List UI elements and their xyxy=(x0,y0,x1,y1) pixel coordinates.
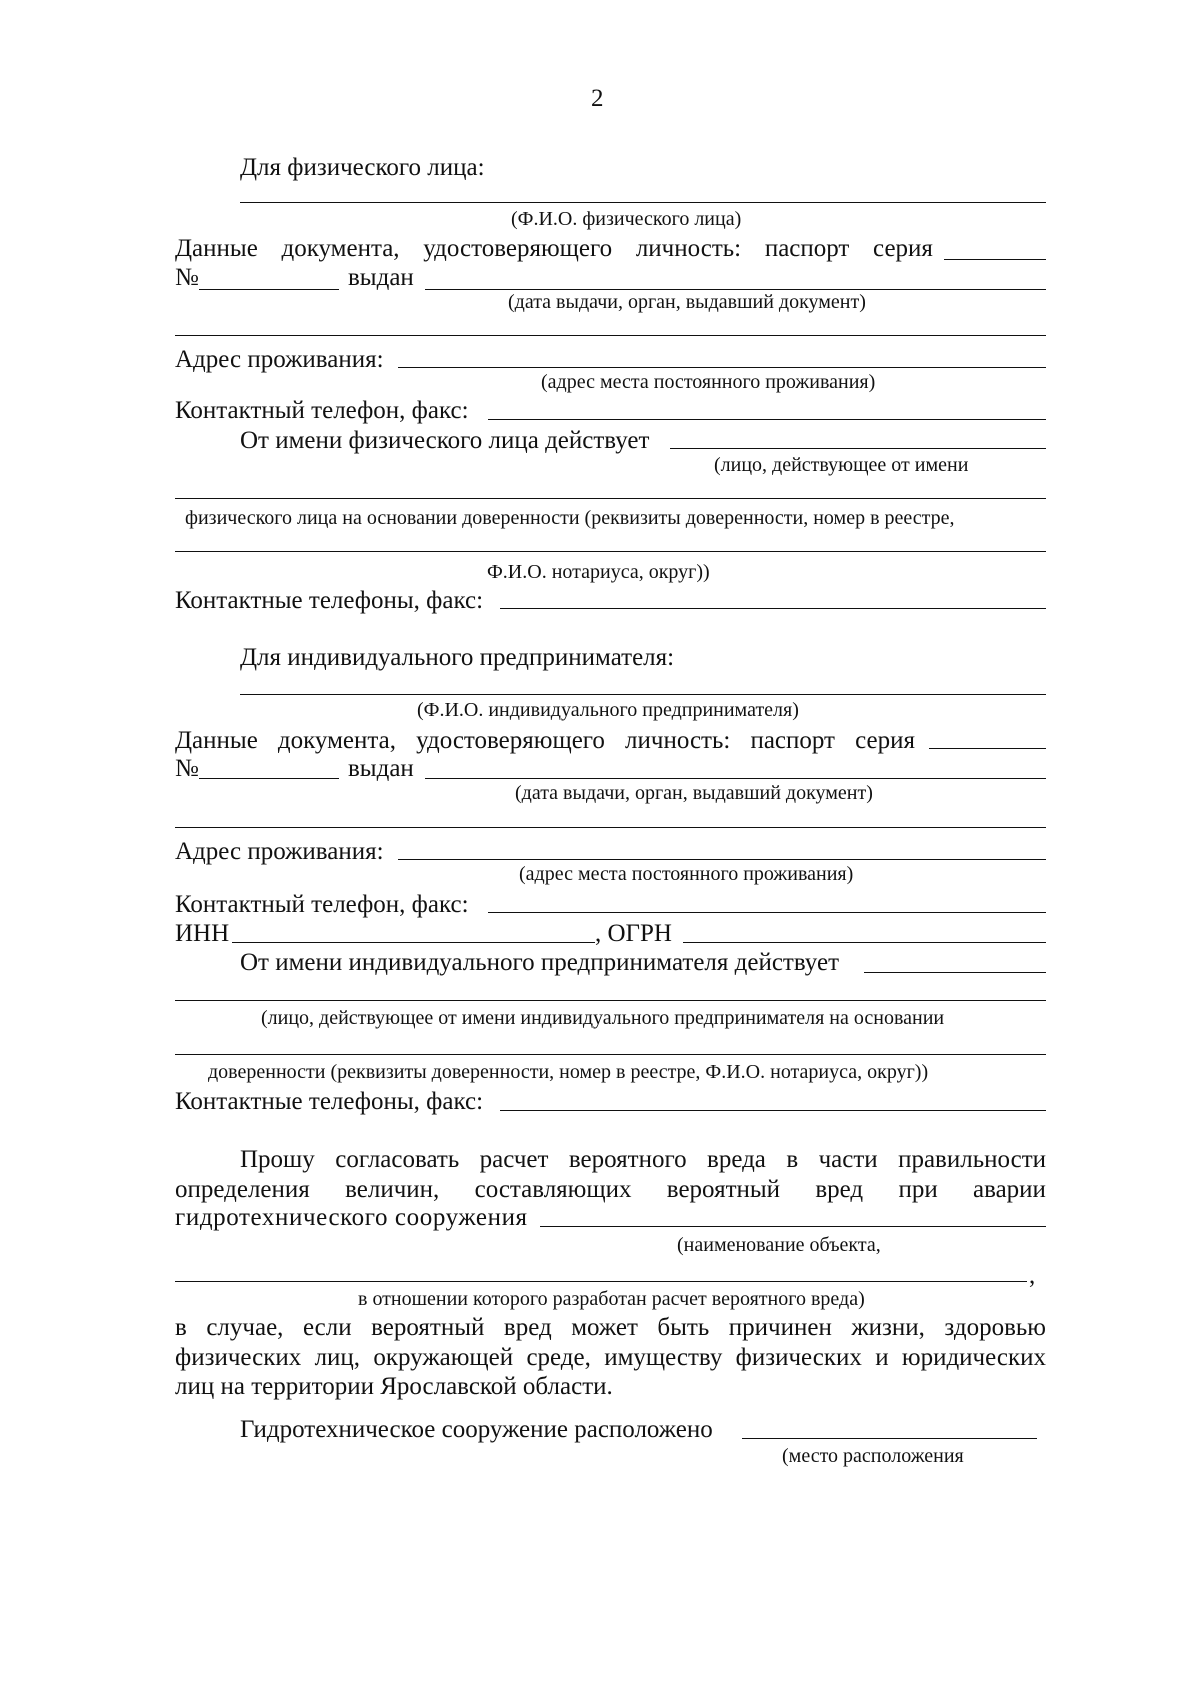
case-word: может xyxy=(571,1314,638,1341)
doc-word: Данные xyxy=(175,235,258,262)
individual-issue-caption: (дата выдачи, орган, выдавший документ) xyxy=(508,291,866,313)
entrepreneur-series-line[interactable] xyxy=(929,748,1046,749)
entrepreneur-address-label: Адрес проживания: xyxy=(175,838,384,865)
doc-word: личность: xyxy=(625,727,731,754)
entrepreneur-phones-label: Контактные телефоны, факс: xyxy=(175,1088,484,1115)
entrepreneur-number-sign: № xyxy=(175,755,199,782)
entrepreneur-issued-by: выдан xyxy=(348,755,414,782)
individual-rep-line-2[interactable] xyxy=(175,498,1046,499)
entrepreneur-address-line[interactable] xyxy=(398,859,1046,860)
individual-rep-caption-1: (лицо, действующее от имени xyxy=(714,454,969,476)
doc-word: серия xyxy=(873,235,933,262)
object-caption-1: (наименование объекта, xyxy=(677,1234,881,1256)
entrepreneur-address-caption: (адрес места постоянного проживания) xyxy=(519,863,854,885)
individual-phone-line[interactable] xyxy=(488,419,1046,420)
page-number: 2 xyxy=(591,85,604,112)
individual-fio-line[interactable] xyxy=(240,202,1046,203)
individual-rep-label: От имени физического лица действует xyxy=(240,427,650,454)
entrepreneur-rep-line-2[interactable] xyxy=(175,1000,1046,1001)
individual-issued-line-2[interactable] xyxy=(175,335,1046,336)
case-line-1 xyxy=(175,1314,1046,1342)
entrepreneur-inn-line[interactable] xyxy=(232,942,595,943)
object-name-line[interactable] xyxy=(540,1226,1046,1227)
doc-word: удостоверяющего xyxy=(423,235,613,262)
case-word: физических xyxy=(175,1344,302,1371)
entrepreneur-ogrn-line[interactable] xyxy=(683,942,1046,943)
individual-rep-line[interactable] xyxy=(670,448,1046,449)
entrepreneur-issue-caption: (дата выдачи, орган, выдавший документ) xyxy=(515,782,873,804)
case-line-3: лиц на территории Ярославской области. xyxy=(175,1373,613,1400)
request-word: расчет xyxy=(479,1146,549,1173)
individual-phone-label: Контактный телефон, факс: xyxy=(175,397,469,424)
entrepreneur-inn-label: ИНН xyxy=(175,920,230,947)
individual-issued-line[interactable] xyxy=(425,289,1046,290)
request-word: вред xyxy=(815,1176,864,1203)
doc-word: документа, xyxy=(281,235,400,262)
individual-phones-label: Контактные телефоны, факс: xyxy=(175,587,484,614)
case-line-2 xyxy=(175,1344,1046,1372)
individual-rep-caption-3: Ф.И.О. нотариуса, округ)) xyxy=(487,561,710,583)
object-comma: , xyxy=(1029,1262,1036,1289)
location-line[interactable] xyxy=(742,1438,1037,1439)
entrepreneur-issued-line[interactable] xyxy=(425,778,1046,779)
individual-fio-caption: (Ф.И.О. физического лица) xyxy=(511,208,742,230)
individual-heading: Для физического лица: xyxy=(240,154,485,181)
request-word: части xyxy=(818,1146,878,1173)
case-word: и xyxy=(875,1344,889,1371)
request-word: вероятный xyxy=(666,1176,781,1203)
request-word: вреда xyxy=(707,1146,766,1173)
entrepreneur-doc-line xyxy=(175,727,915,755)
case-word: юридических xyxy=(901,1344,1046,1371)
request-word: определения xyxy=(175,1176,310,1203)
entrepreneur-rep-label: От имени индивидуального предпринимателя действует xyxy=(240,949,839,976)
entrepreneur-heading: Для индивидуального предпринимателя: xyxy=(240,644,675,671)
object-caption-2: в отношении которого разработан расчет вероятного вреда) xyxy=(358,1288,865,1310)
entrepreneur-number-line[interactable] xyxy=(199,778,339,779)
individual-issued-by: выдан xyxy=(348,264,414,291)
doc-word: паспорт xyxy=(764,235,850,262)
location-caption: (место расположения xyxy=(782,1445,964,1467)
individual-rep-line-3[interactable] xyxy=(175,551,1046,552)
request-word: правильности xyxy=(898,1146,1046,1173)
request-line-3: гидротехнического сооружения xyxy=(175,1204,528,1231)
individual-number-line[interactable] xyxy=(199,289,339,290)
entrepreneur-issued-line-2[interactable] xyxy=(175,827,1046,828)
entrepreneur-fio-caption: (Ф.И.О. индивидуального предпринимателя) xyxy=(417,699,799,721)
individual-rep-caption-2: физического лица на основании доверенности (реквизиты доверенности, номер в реестре, xyxy=(185,507,955,529)
entrepreneur-ogrn-label: , ОГРН xyxy=(595,920,672,947)
request-line-2 xyxy=(175,1176,1046,1204)
individual-phones-line[interactable] xyxy=(500,608,1046,609)
doc-word: серия xyxy=(855,727,915,754)
individual-doc-line xyxy=(175,235,933,263)
case-word: вред xyxy=(503,1314,552,1341)
request-word: составляющих xyxy=(474,1176,632,1203)
case-word: физических xyxy=(735,1344,862,1371)
request-word: величин, xyxy=(345,1176,440,1203)
case-word: быть xyxy=(657,1314,710,1341)
entrepreneur-rep-caption-2: доверенности (реквизиты доверенности, номер в реестре, Ф.И.О. нотариуса, округ)) xyxy=(208,1061,929,1083)
case-word: причинен xyxy=(728,1314,832,1341)
entrepreneur-rep-caption-1: (лицо, действующее от имени индивидуального предпринимателя на основании xyxy=(261,1007,945,1029)
request-word: вероятного xyxy=(568,1146,687,1173)
entrepreneur-phone-line[interactable] xyxy=(488,912,1046,913)
request-word: в xyxy=(786,1146,799,1173)
request-word: при xyxy=(898,1176,938,1203)
entrepreneur-rep-line[interactable] xyxy=(864,972,1046,973)
case-word: если xyxy=(302,1314,352,1341)
case-word: лиц, xyxy=(314,1344,361,1371)
case-word: окружающей xyxy=(373,1344,514,1371)
doc-word: паспорт xyxy=(750,727,835,754)
individual-address-label: Адрес проживания: xyxy=(175,346,384,373)
entrepreneur-phone-label: Контактный телефон, факс: xyxy=(175,891,469,918)
request-word: аварии xyxy=(973,1176,1046,1203)
entrepreneur-fio-line[interactable] xyxy=(240,694,1046,695)
entrepreneur-rep-line-3[interactable] xyxy=(175,1054,1046,1055)
individual-number-sign: № xyxy=(175,264,199,291)
case-word: жизни, xyxy=(851,1314,925,1341)
object-name-line-2[interactable] xyxy=(175,1281,1027,1282)
doc-word: удостоверяющего xyxy=(416,727,605,754)
individual-address-caption: (адрес места постоянного проживания) xyxy=(541,371,876,393)
request-word: согласовать xyxy=(335,1146,460,1173)
case-word: среде, xyxy=(526,1344,591,1371)
individual-series-line[interactable] xyxy=(944,259,1046,260)
case-word: вероятный xyxy=(371,1314,485,1341)
doc-word: личность: xyxy=(635,235,742,262)
request-line-1 xyxy=(240,1146,1046,1174)
case-word: имуществу xyxy=(604,1344,723,1371)
case-word: в xyxy=(175,1314,187,1341)
entrepreneur-phones-line[interactable] xyxy=(500,1110,1046,1111)
request-word: Прошу xyxy=(240,1146,315,1173)
individual-address-line[interactable] xyxy=(398,367,1046,368)
case-word: здоровью xyxy=(944,1314,1046,1341)
location-label: Гидротехническое сооружение расположено xyxy=(240,1416,713,1443)
case-word: случае, xyxy=(206,1314,284,1341)
doc-word: документа, xyxy=(277,727,396,754)
doc-word: Данные xyxy=(175,727,258,754)
